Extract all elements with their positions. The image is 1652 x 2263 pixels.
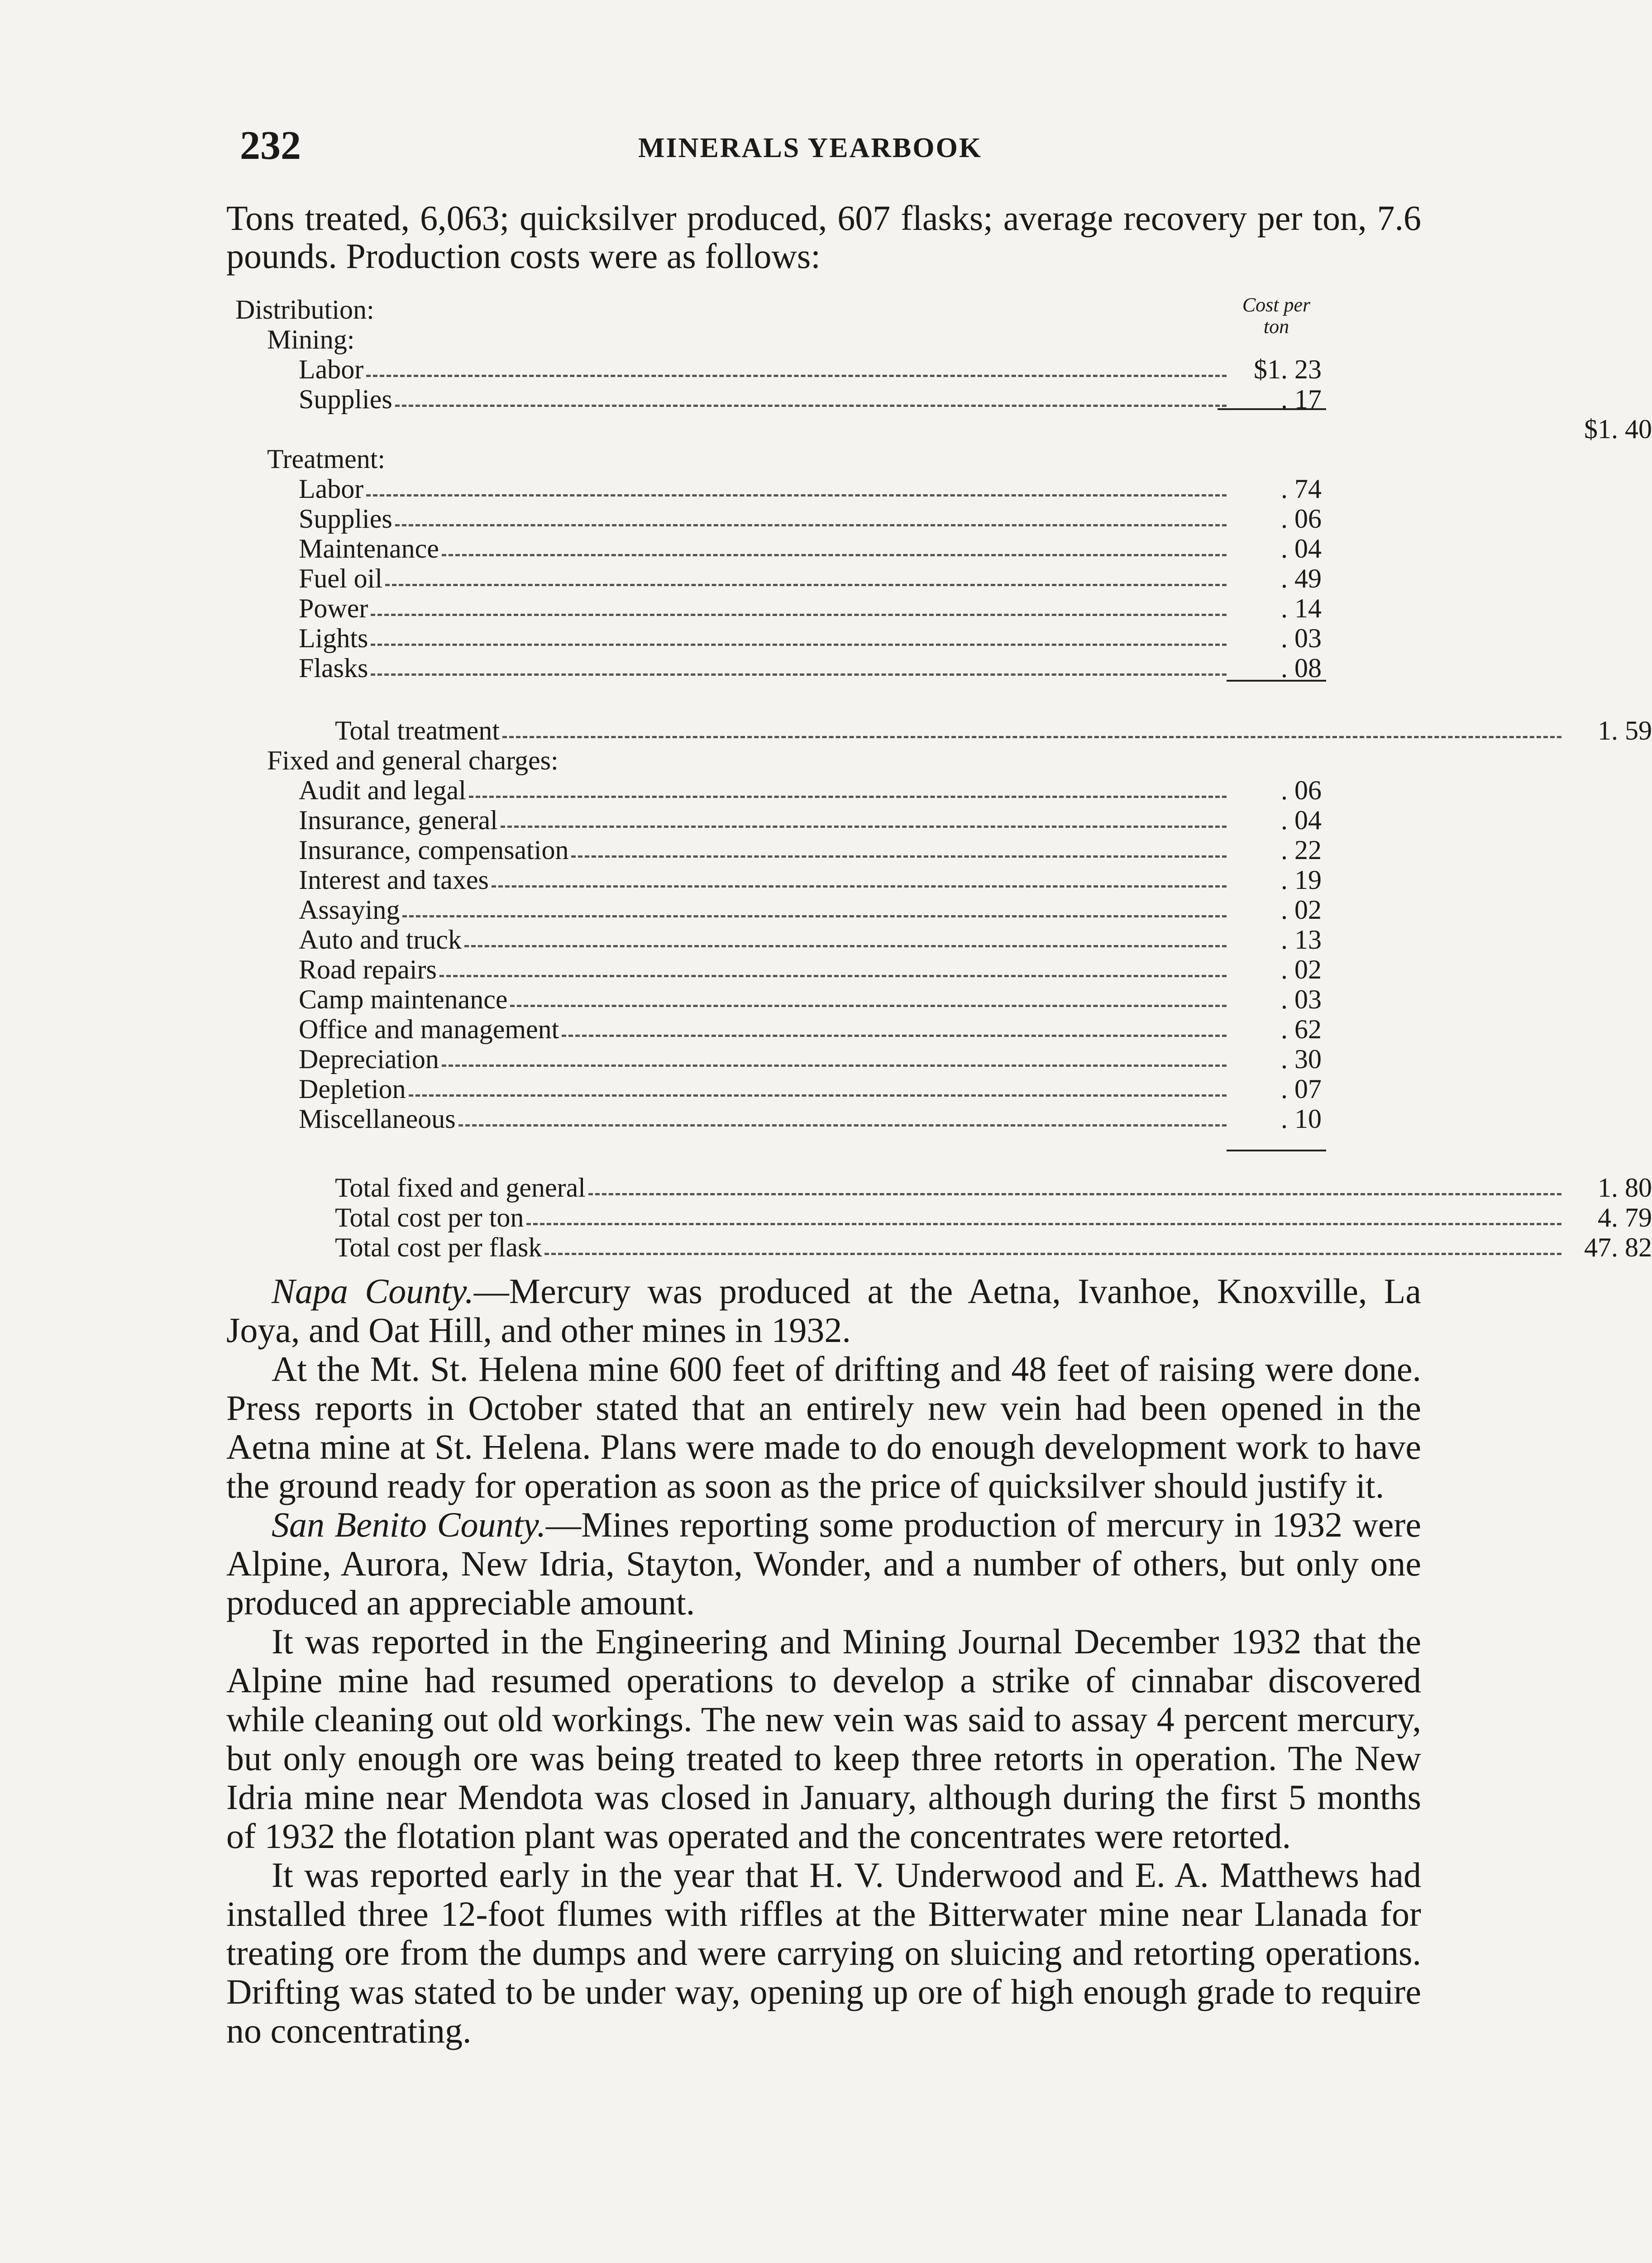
row-label: Depletion: [299, 1074, 406, 1104]
cost-value: . 19: [1281, 865, 1322, 895]
dot-leader: [409, 1094, 1227, 1097]
paragraph: [226, 1272, 1421, 1350]
cost-value: . 03: [1281, 984, 1322, 1014]
cost-value: . 62: [1281, 1014, 1322, 1044]
cost-table: [235, 294, 1652, 1263]
paragraph-text: —Mines reporting some production of mercury in 1932 were Alpine, Aurora, New Idria, Stayton, Wonder, and a number of others, but only one produced an appreciable amount.: [226, 1505, 1422, 1622]
cost-value: . 74: [1281, 474, 1322, 504]
paragraph-text: It was reported in the Engineering and Mining Journal December 1932 that the Alpine mine had resumed operations to develop a strike of cinnabar discovered while cleaning out old workings. The new vein was said to assay 4 percent mercury, but only enough ore was being treated to keep three retorts in operation. The New Idria mine near Mendota was closed in January, although during the first 5 months of 1932 the flotation plant was operated and the concentrates were retorted.: [226, 1622, 1421, 1856]
row-label: Fixed and general charges:: [267, 745, 559, 775]
paragraph: [226, 1622, 1421, 1856]
subtotal-value: 1. 80: [1598, 1173, 1652, 1203]
dot-leader: [385, 584, 1227, 586]
dot-leader: [501, 826, 1227, 828]
table-row: [235, 1103, 1430, 1133]
row-label: Labor: [299, 474, 364, 504]
paragraph: [226, 1350, 1421, 1505]
table-row: [235, 745, 1430, 775]
row-label: Flasks: [299, 653, 368, 683]
table-row: [235, 414, 1652, 444]
dot-leader: [371, 614, 1227, 616]
row-label: Miscellaneous: [299, 1104, 456, 1134]
table-row: [235, 1014, 1430, 1044]
dot-leader: [395, 405, 1227, 407]
dot-leader: [562, 1035, 1227, 1037]
dot-leader: [492, 885, 1227, 888]
paragraph-text: At the Mt. St. Helena mine 600 feet of drifting and 48 feet of raising were done. Press reports in October stated that an entirely new vein had been opened in the Aetna mine at St. Helena. Plans were made to do enough development work to have the ground ready for operation as soon as the price of quicksilver should justify it.: [226, 1349, 1421, 1505]
table-row: [235, 984, 1430, 1014]
dot-leader: [510, 1005, 1227, 1007]
row-label: Assaying: [299, 895, 400, 925]
subtotal-value: 47. 82: [1584, 1232, 1652, 1262]
row-label: Total cost per ton: [335, 1203, 524, 1232]
running-title: MINERALS YEARBOOK: [638, 133, 983, 163]
dot-leader: [502, 736, 1561, 738]
dot-leader: [571, 855, 1227, 858]
row-label: Fuel oil: [299, 563, 383, 593]
cost-value: . 10: [1281, 1104, 1322, 1134]
table-row: [235, 835, 1430, 864]
row-label: Total treatment: [335, 716, 500, 745]
cost-value: . 30: [1281, 1044, 1322, 1074]
row-label: Camp maintenance: [299, 984, 508, 1014]
table-row: [235, 503, 1430, 533]
table-row: [235, 805, 1430, 835]
cost-value: . 22: [1281, 835, 1322, 865]
row-label: Interest and taxes: [299, 865, 489, 895]
cost-value: . 04: [1281, 534, 1322, 563]
cost-value: . 14: [1281, 593, 1322, 623]
paragraph-text: —Mercury was produced at the Aetna, Ivanhoe, Knoxville, La Joya, and Oat Hill, and other mines in 1932.: [226, 1271, 1421, 1350]
table-row: [235, 653, 1430, 683]
table-row: [235, 563, 1430, 593]
dot-leader: [442, 1065, 1227, 1067]
cost-column-head: Cost per ton: [1242, 294, 1311, 338]
dot-leader: [395, 524, 1227, 526]
subtotal-value: $1. 40: [1584, 414, 1652, 444]
row-label: Maintenance: [299, 534, 439, 563]
row-label: Audit and legal: [299, 775, 466, 805]
dot-leader: [442, 554, 1227, 556]
table-row: [235, 894, 1430, 924]
table-row: [235, 623, 1430, 653]
row-label: Lights: [299, 623, 368, 653]
paragraph-text: It was reported early in the year that H. V. Underwood and E. A. Matthews had installed three 12-foot flumes with riffles at the Bitterwater mine near Llanada for treating ore from the dumps and were carrying on sluicing and retorting operations. Drifting was stated to be under way, opening up ore of high enough grade to require no concentrating.: [226, 1855, 1421, 2050]
dot-leader: [526, 1223, 1561, 1225]
row-label: Depreciation: [299, 1044, 439, 1074]
dot-leader: [544, 1253, 1561, 1255]
row-label: Distribution:: [235, 295, 374, 325]
page-number: 232: [240, 123, 301, 168]
dot-leader: [371, 673, 1227, 676]
cost-value: . 02: [1281, 955, 1322, 984]
table-row: [235, 1232, 1652, 1262]
cost-value: . 06: [1281, 775, 1322, 805]
dot-leader: [458, 1124, 1227, 1127]
paragraph-lead: San Benito County.: [272, 1505, 546, 1544]
row-label: Total cost per flask: [335, 1232, 542, 1262]
cost-value: . 03: [1281, 623, 1322, 653]
row-label: Labor: [299, 354, 364, 384]
table-row: [235, 1172, 1652, 1203]
dot-leader: [439, 975, 1227, 977]
cost-value: . 06: [1281, 504, 1322, 534]
row-label: Office and management: [299, 1014, 559, 1044]
table-row: [235, 593, 1430, 623]
table-row: [235, 1202, 1652, 1232]
dot-leader: [371, 644, 1227, 646]
table-row: [235, 715, 1652, 745]
table-row: [235, 473, 1430, 503]
body-text: [226, 1272, 1421, 2050]
row-label: Treatment:: [267, 444, 386, 474]
paragraph: [226, 1505, 1421, 1622]
cost-value: . 08: [1281, 653, 1322, 683]
row-label: Total fixed and general: [335, 1173, 586, 1203]
table-row: [235, 294, 1430, 324]
dot-leader: [464, 945, 1227, 947]
table-row: [235, 1074, 1430, 1103]
cost-value: . 02: [1281, 895, 1322, 925]
cost-value: $1. 23: [1254, 354, 1322, 384]
cost-value: . 49: [1281, 563, 1322, 593]
row-label: Mining:: [267, 325, 355, 354]
table-row: [235, 924, 1430, 954]
row-label: Supplies: [299, 384, 392, 414]
row-label: Auto and truck: [299, 925, 462, 955]
subtotal-value: 4. 79: [1598, 1203, 1652, 1232]
row-label: Insurance, compensation: [299, 835, 569, 865]
sum-rule: [1218, 408, 1326, 410]
cost-value: . 04: [1281, 805, 1322, 835]
sum-rule: [1227, 680, 1326, 682]
paragraph-lead: Napa County.: [272, 1271, 474, 1311]
dot-leader: [588, 1193, 1561, 1195]
dot-leader: [402, 915, 1227, 917]
table-row: [235, 1044, 1430, 1074]
table-row: [235, 354, 1430, 384]
table-row: [235, 775, 1430, 805]
table-row: [235, 324, 1430, 354]
dot-leader: [366, 494, 1227, 497]
row-label: Power: [299, 593, 368, 623]
row-label: Supplies: [299, 504, 392, 534]
dot-leader: [469, 796, 1227, 798]
cost-value: . 07: [1281, 1074, 1322, 1104]
sum-rule: [1227, 1150, 1326, 1151]
table-row: [235, 533, 1430, 563]
cost-value: . 17: [1281, 384, 1322, 414]
cost-value: . 13: [1281, 925, 1322, 955]
intro-paragraph: Tons treated, 6,063; quicksilver produced, 607 flasks; average recovery per ton, 7.6 pounds. Production costs were as follows:: [226, 198, 1421, 276]
dot-leader: [366, 375, 1227, 377]
paragraph: [226, 1856, 1421, 2050]
table-row: [235, 954, 1430, 984]
page-header: [240, 122, 1421, 177]
row-label: Insurance, general: [299, 805, 498, 835]
table-row: [235, 444, 1430, 473]
table-row: [235, 864, 1430, 894]
subtotal-value: 1. 59: [1598, 716, 1652, 745]
row-label: Road repairs: [299, 955, 437, 984]
